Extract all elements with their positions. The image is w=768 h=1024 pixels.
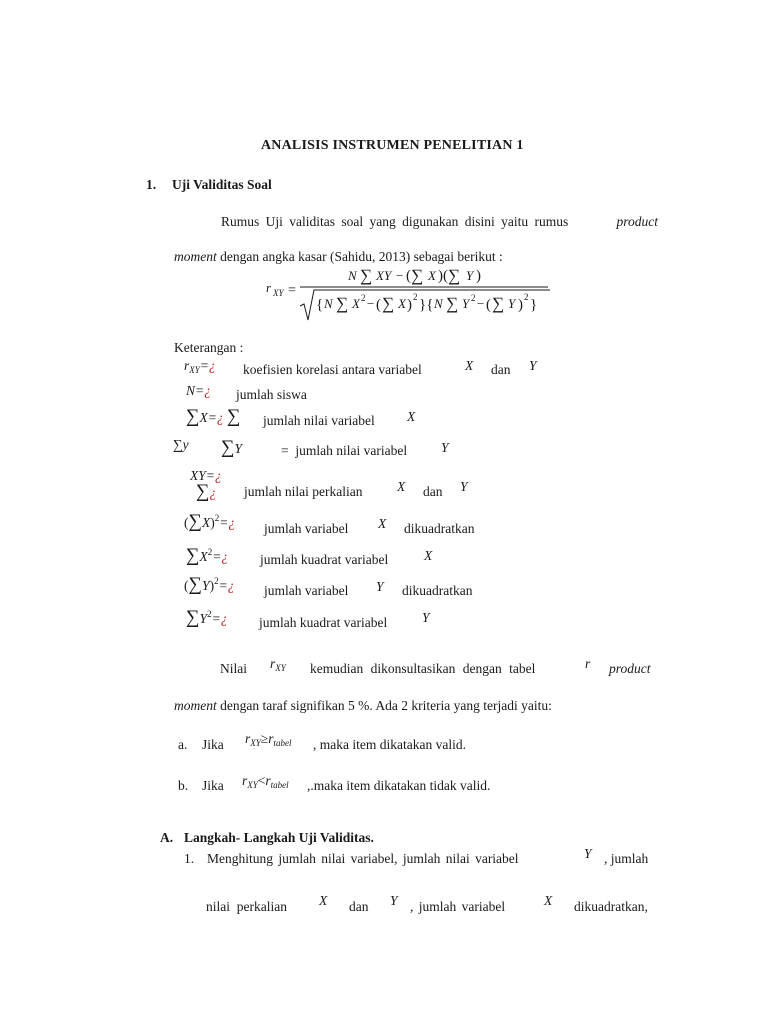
nilai-product: product bbox=[609, 661, 651, 676]
svg-text:∑: ∑ bbox=[448, 266, 461, 285]
ket-text-1: koefisien korelasi antara variabel bbox=[243, 362, 422, 377]
intro-text-2: dengan angka kasar (Sahidu, 2013) sebagai berikut : bbox=[216, 249, 503, 264]
svg-text:−: − bbox=[396, 268, 404, 283]
svg-text:−: − bbox=[367, 296, 375, 311]
svg-text:}{: }{ bbox=[419, 297, 434, 313]
svg-text:N: N bbox=[348, 268, 357, 283]
svg-text:XY: XY bbox=[376, 268, 392, 283]
svg-text:2: 2 bbox=[361, 293, 366, 303]
ket-text-2: jumlah siswa bbox=[236, 387, 307, 402]
var-y: Y bbox=[529, 358, 537, 373]
step-line1: Menghitung jumlah nilai variabel, jumlah nilai variabel bbox=[207, 851, 519, 866]
intro-italic-moment: moment bbox=[174, 249, 217, 264]
page-title: ANALISIS INSTRUMEN PENELITIAN 1 bbox=[261, 138, 524, 153]
svg-text:∑: ∑ bbox=[492, 294, 505, 313]
section-a-heading: Langkah- Langkah Uji Validitas. bbox=[184, 830, 374, 845]
step-line2-a: nilai perkalian bbox=[206, 899, 287, 914]
svg-text:XY: XY bbox=[273, 288, 284, 298]
svg-text:(: ( bbox=[376, 297, 381, 313]
section-heading: Uji Validitas Soal bbox=[172, 177, 272, 192]
symbol-sum-x-sq: $(\sum X)^2=¿$ bbox=[184, 511, 236, 532]
var-y-9: Y bbox=[422, 610, 430, 625]
symbol-sum-y-small: ∑y bbox=[173, 437, 189, 452]
var-x-step2: X bbox=[544, 893, 553, 908]
symbol-n: N=¿ bbox=[186, 383, 211, 398]
ket-dan-1: dan bbox=[491, 362, 511, 377]
var-x-3: X bbox=[407, 409, 416, 424]
step-line2-dan: dan bbox=[349, 899, 369, 914]
svg-text:∑: ∑ bbox=[382, 294, 395, 313]
svg-text:∑: ∑ bbox=[336, 294, 349, 313]
step-number: 1. bbox=[184, 851, 195, 866]
symbol-sum-y: ∑Y bbox=[221, 437, 243, 458]
ket-text-6: jumlah variabel bbox=[264, 521, 349, 536]
var-y-step: Y bbox=[584, 846, 592, 861]
svg-text:r: r bbox=[266, 280, 272, 295]
symbol-rxy: $r_{XY}=¿$ bbox=[184, 358, 216, 375]
nilai-word: Nilai bbox=[220, 661, 247, 676]
var-y-8: Y bbox=[376, 579, 384, 594]
svg-text:{: { bbox=[316, 297, 324, 313]
intro-text: Rumus Uji validitas soal yang digunakan disini yaitu rumus bbox=[221, 214, 575, 229]
symbol-sum-x2: $\sum X^2=¿$ bbox=[186, 545, 229, 566]
nilai-rest: dengan taraf signifikan 5 %. Ada 2 kriteria yang terjadi yaitu: bbox=[216, 698, 552, 713]
svg-text:−: − bbox=[477, 296, 485, 311]
intro-italic: product bbox=[616, 214, 658, 229]
keterangan-label: Keterangan : bbox=[174, 340, 244, 355]
symbol-xy: XY=¿ bbox=[190, 468, 222, 483]
svg-text:2: 2 bbox=[524, 292, 529, 302]
criteria-b-jika: Jika bbox=[202, 778, 224, 793]
svg-text:N: N bbox=[324, 296, 333, 311]
svg-text:Y: Y bbox=[466, 268, 474, 283]
svg-text:∑: ∑ bbox=[360, 266, 373, 285]
svg-text:(: ( bbox=[486, 297, 491, 313]
criteria-b-formula: $r_{XY}<r_{tabel}$ bbox=[242, 773, 289, 790]
svg-text:2: 2 bbox=[413, 292, 418, 302]
ket-text-3: jumlah nilai variabel bbox=[263, 413, 375, 428]
var-y-step2: Y bbox=[390, 893, 398, 908]
svg-text:}: } bbox=[530, 297, 538, 313]
svg-text:X: X bbox=[398, 296, 406, 311]
nilai-line2 bbox=[174, 698, 552, 714]
var-x-6: X bbox=[378, 516, 387, 531]
svg-text:Y: Y bbox=[508, 296, 516, 311]
intro-paragraph-line1 bbox=[221, 214, 658, 230]
correlation-formula bbox=[262, 262, 562, 324]
nilai-mid: kemudian dikonsultasikan dengan tabel bbox=[310, 661, 536, 676]
ket-dan-5: dan bbox=[423, 484, 443, 499]
ket-text-9: jumlah kuadrat variabel bbox=[259, 615, 388, 630]
ket-tail-6: dikuadratkan bbox=[404, 521, 475, 536]
svg-text:X: X bbox=[428, 268, 436, 283]
svg-text:2: 2 bbox=[471, 293, 476, 303]
svg-text:)(: )( bbox=[438, 268, 448, 284]
step-line2-b: , jumlah variabel bbox=[410, 899, 506, 914]
svg-text:(: ( bbox=[406, 268, 411, 284]
ket-text-4: = jumlah nilai variabel bbox=[281, 443, 408, 458]
svg-text:): ) bbox=[407, 297, 412, 313]
var-y-4: Y bbox=[441, 440, 449, 455]
section-number: 1. bbox=[146, 177, 157, 192]
symbol-sum-y-sq: $(\sum Y)^2=¿$ bbox=[184, 574, 235, 595]
criteria-b-text: ,.maka item dikatakan tidak valid. bbox=[307, 778, 491, 793]
criteria-a-text: , maka item dikatakan valid. bbox=[313, 737, 466, 752]
criteria-a-jika: Jika bbox=[202, 737, 224, 752]
criteria-b-label: b. bbox=[178, 778, 189, 793]
var-x-step: X bbox=[319, 893, 328, 908]
symbol-sum-x: ∑X=¿ ∑ bbox=[186, 406, 241, 427]
svg-text:∑: ∑ bbox=[446, 294, 459, 313]
svg-text:N: N bbox=[434, 296, 443, 311]
ket-text-5: jumlah nilai perkalian bbox=[244, 484, 363, 499]
svg-text:∑: ∑ bbox=[411, 266, 424, 285]
section-a-label: A. bbox=[160, 830, 174, 845]
var-x: X bbox=[465, 358, 474, 373]
ket-tail-8: dikuadratkan bbox=[402, 583, 473, 598]
svg-text:=: = bbox=[288, 283, 296, 298]
symbol-sum-y2: $\sum Y^2=¿$ bbox=[186, 607, 228, 628]
nilai-moment: moment bbox=[174, 698, 217, 713]
criteria-a-formula: $r_{XY}\ge r_{tabel}$ bbox=[245, 731, 292, 748]
svg-text:): ) bbox=[518, 297, 523, 313]
ket-text-7: jumlah kuadrat variabel bbox=[260, 552, 389, 567]
var-x-7: X bbox=[424, 548, 433, 563]
symbol-r: r bbox=[585, 656, 591, 671]
var-x-5: X bbox=[397, 479, 406, 494]
step-line2-c: dikuadratkan, bbox=[574, 899, 648, 914]
step-line1-tail: , jumlah bbox=[604, 851, 649, 866]
svg-text:Y: Y bbox=[462, 296, 470, 311]
ket-text-8: jumlah variabel bbox=[264, 583, 349, 598]
svg-text:): ) bbox=[476, 268, 481, 284]
var-y-5: Y bbox=[460, 479, 468, 494]
symbol-sum-err: ∑¿ bbox=[196, 481, 217, 502]
svg-text:X: X bbox=[352, 296, 360, 311]
criteria-a-label: a. bbox=[178, 737, 188, 752]
symbol-rxy-2: $r_{XY}$ bbox=[270, 656, 286, 673]
